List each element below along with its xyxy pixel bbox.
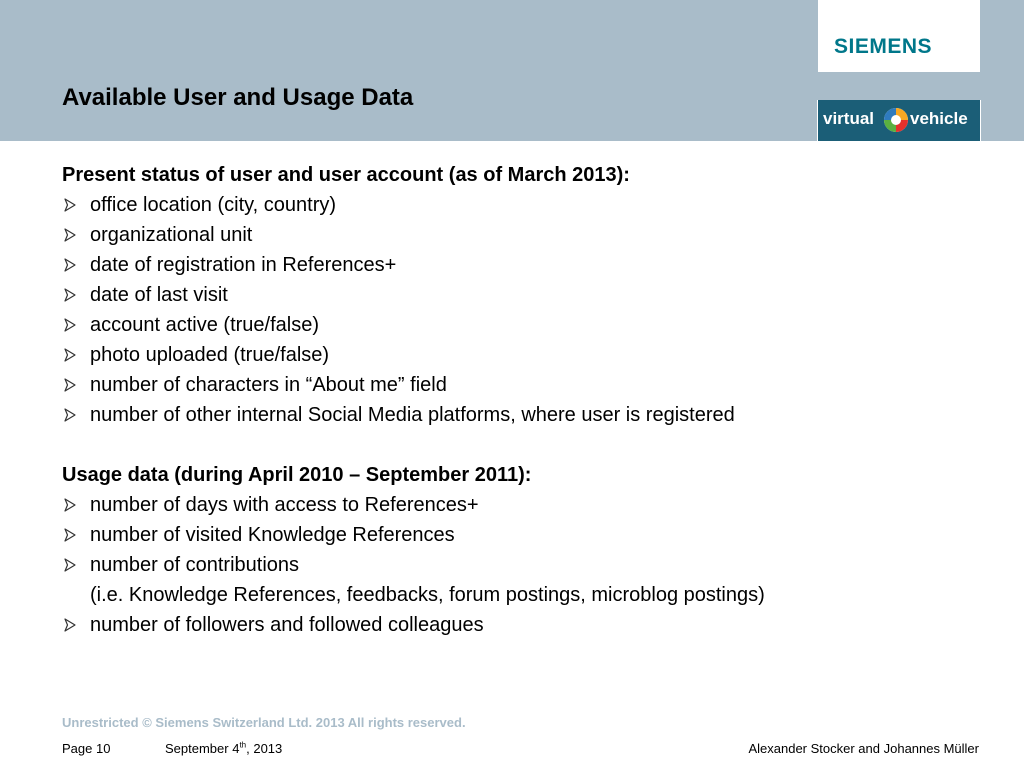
bullet-text: number of days with access to References+ bbox=[90, 494, 479, 516]
footer-date-suffix: , 2013 bbox=[246, 741, 283, 756]
arrow-bullet-icon bbox=[62, 257, 78, 273]
header-band bbox=[0, 0, 1024, 141]
bullet-text: date of last visit bbox=[90, 284, 228, 306]
arrow-bullet-icon bbox=[62, 617, 78, 633]
bullet-item bbox=[62, 550, 992, 580]
bullet-item bbox=[62, 520, 992, 550]
arrow-bullet-icon bbox=[62, 407, 78, 423]
arrow-bullet-icon bbox=[62, 377, 78, 393]
section-heading-user-status: Present status of user and user account (as of March 2013): bbox=[62, 164, 630, 186]
virtual-vehicle-emblem-icon bbox=[883, 107, 909, 133]
bullet-item bbox=[62, 490, 992, 520]
bullet-text: number of other internal Social Media platforms, where user is registered bbox=[90, 404, 735, 426]
footer-date-superscript: th bbox=[239, 740, 247, 750]
bullet-item bbox=[62, 220, 992, 250]
virtual-vehicle-logo-left-word: virtual bbox=[823, 109, 875, 128]
bullet-text: number of contributions bbox=[90, 554, 300, 576]
bullet-text: office location (city, country) bbox=[90, 194, 337, 216]
section-heading-usage-data: Usage data (during April 2010 – September 2011): bbox=[62, 464, 532, 486]
bullet-item bbox=[62, 250, 992, 280]
arrow-bullet-icon bbox=[62, 347, 78, 363]
bullet-text: number of characters in “About me” field bbox=[90, 374, 447, 396]
arrow-bullet-icon bbox=[62, 287, 78, 303]
bullet-text: number of visited Knowledge References bbox=[90, 524, 455, 546]
slide-body bbox=[62, 160, 992, 640]
siemens-logo-text: SIEMENS bbox=[834, 35, 933, 58]
arrow-bullet-icon bbox=[62, 317, 78, 333]
arrow-bullet-icon bbox=[62, 197, 78, 213]
bullet-text: photo uploaded (true/false) bbox=[90, 344, 330, 366]
footer-authors: Alexander Stocker and Johannes Müller bbox=[748, 741, 979, 756]
bullet-text: account active (true/false) bbox=[90, 314, 319, 336]
arrow-bullet-icon bbox=[62, 227, 78, 243]
bullet-text: date of registration in References+ bbox=[90, 254, 397, 276]
virtual-vehicle-logo-right-word: vehicle bbox=[910, 109, 968, 128]
bullet-item bbox=[62, 190, 992, 220]
bullet-item bbox=[62, 310, 992, 340]
footer-date bbox=[165, 741, 282, 756]
bullet-text: organizational unit bbox=[90, 224, 253, 246]
bullet-item bbox=[62, 400, 992, 430]
bullet-item bbox=[62, 370, 992, 400]
footer-page-number: Page 10 bbox=[62, 741, 111, 756]
slide-title: Available User and Usage Data bbox=[62, 84, 414, 111]
bullet-item bbox=[62, 280, 992, 310]
arrow-bullet-icon bbox=[62, 497, 78, 513]
siemens-logo bbox=[818, 0, 980, 72]
bullet-item bbox=[62, 340, 992, 370]
bullet-item bbox=[62, 610, 992, 640]
section-spacer bbox=[62, 430, 992, 460]
arrow-bullet-icon bbox=[62, 527, 78, 543]
footer-date-prefix: September 4 bbox=[165, 741, 240, 756]
bullet-continuation-text: (i.e. Knowledge References, feedbacks, forum postings, microblog postings) bbox=[90, 584, 765, 606]
bullet-text: number of followers and followed colleagues bbox=[90, 614, 484, 636]
footer-copyright: Unrestricted © Siemens Switzerland Ltd. 2013 All rights reserved. bbox=[62, 715, 466, 730]
virtual-vehicle-logo bbox=[817, 100, 981, 141]
arrow-bullet-icon bbox=[62, 557, 78, 573]
